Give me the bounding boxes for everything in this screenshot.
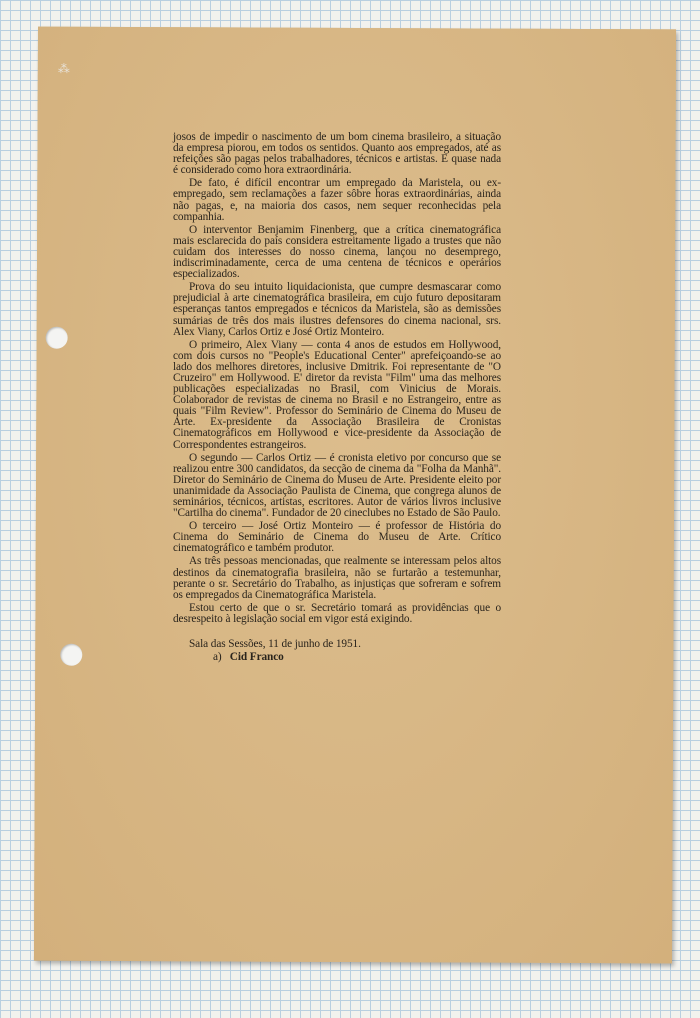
punch-hole [60, 644, 82, 666]
paragraph: As três pessoas mencionadas, que realmente se interessam pelos altos destinos da cinematografia brasileira, não se furtarão a testemunhar, perante o sr. Secretário do Trabalho, as injustiças que sofreram e sofrem os empregados da Cinematográfica Maristela. [173, 555, 501, 601]
thumbtack-mark-icon: ⁂ [57, 61, 70, 76]
paragraph: O segundo — Carlos Ortiz — é cronista eletivo por concurso que se realizou entre 300 candidatos, da secção de cinema da "Folha da Manhã". Diretor do Seminário de Cinema do Museu de Arte. Presidente eleito por unanimidade da Associação Paulista de Cinema, que congrega alunos de seminários, técnicos, artistas, escritores. Autor de vários livros inclusive "Cartilha do cinema". Fundador de 20 cineclubes no Estado de São Paulo. [173, 451, 501, 520]
document-body [173, 132, 501, 665]
paragraph: josos de impedir o nascimento de um bom cinema brasileiro, a situação da empresa piorou, em todos os sentidos. Quanto aos empregados, até as refeições são pagas pelos trabalhadores, técnicos e artistas. E quase nada é considerado como hora extraordinária. [173, 131, 501, 177]
signature-prefix: a) [213, 651, 222, 664]
paragraph: O interventor Benjamim Finenberg, que a crítica cinematográfica mais esclarecida do país considera estreitamente ligado a trustes que não cuidam dos interesses do nosso cinema, lançou no desemprego, indiscriminadamente, cerca de uma centena de técnicos e operários especializados. [173, 223, 501, 281]
paragraph: De fato, é difícil encontrar um empregado da Maristela, ou ex-empregado, sem reclamações a fazer sôbre horas extraordinárias, ainda não pagas, e, na maioria dos casos, nem sequer reconhecidas pela companhia. [173, 177, 501, 223]
closing-date-line: Sala das Sessões, 11 de junho de 1951. [189, 638, 361, 651]
signature-line [173, 652, 501, 663]
paragraph: Estou certo de que o sr. Secretário tomará as providências que o desrespeito à legislação social em vigor está exigindo. [173, 601, 501, 625]
paragraph: O primeiro, Alex Viany — conta 4 anos de estudos em Hollywood, com dois cursos no "People's Educational Center" aprefeiçoando-se ao lado dos melhores diretores, inclusive Dmitrik. Foi representante de "O Cruzeiro" em Hollywood. E' diretor da revista "Film" uma das melhores publicações especializadas no Brasil, com Vinicius de Morais. Colaborador de revistas de cinema no Brasil e no Estrangeiro, entre as quais "Film Review". Professor do Seminário de Cinema do Museu de Arte. Ex-presidente da Associação Brasileira de Cronistas Cinematográficos em Hollywood e vice-presidente da Associação de Correspondentes estrangeiros. [173, 338, 501, 451]
paragraph: O terceiro — José Ortiz Monteiro — é professor de História do Cinema do Seminário de Cinema do Museu de Arte. Crítico cinematográfico e também produtor. [173, 520, 501, 555]
paragraph: Prova do seu intuito liquidacionista, que cumpre desmascarar como prejudicial à arte cinematográfica brasileira, em cujo futuro depositaram esperanças tantos empregados e técnicos da Maristela, são as demissões sumárias de três dos mais ilustres defensores do cinema nacional, srs. Alex Viany, Carlos Ortiz e José Ortiz Monteiro. [173, 281, 501, 338]
punch-hole [46, 327, 68, 349]
signature-name: Cid Franco [229, 651, 284, 664]
